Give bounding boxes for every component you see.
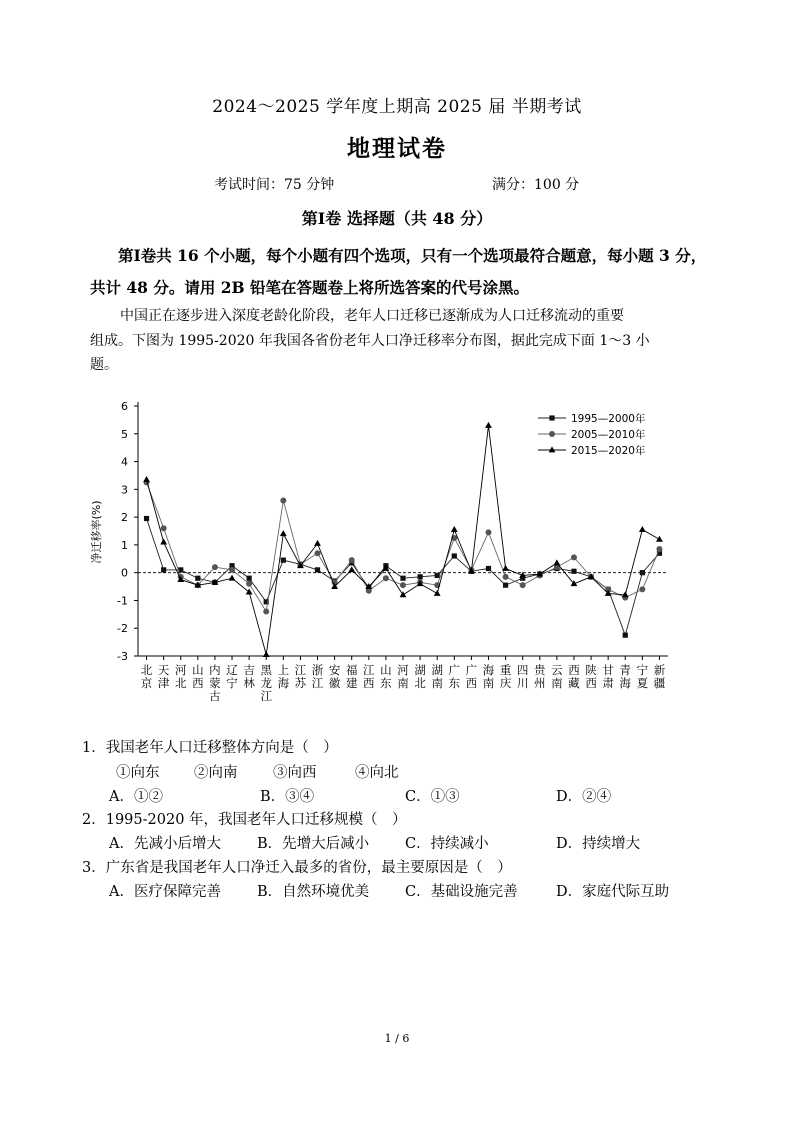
section-title: 第Ⅰ卷 选择题（共 48 分）	[301, 209, 493, 228]
series-2-point	[656, 546, 662, 552]
page-number: 1 / 6	[384, 1032, 410, 1045]
series-3-point	[314, 540, 321, 546]
x-tick-label: 四川	[516, 663, 529, 690]
series-3-point	[263, 651, 270, 657]
q1-option-d[interactable]: D．②④	[556, 789, 612, 805]
y-axis-label: 净迁移率(%)	[90, 500, 103, 564]
series-1-point	[435, 573, 440, 578]
y-tick-label: 6	[121, 400, 128, 413]
series-2-point	[212, 564, 218, 570]
instruction-line-1: 第Ⅰ卷共 16 个小题，每个小题有四个选项，只有一个选项最符合题意，每小题 3 分，	[118, 246, 707, 265]
exam-time: 考试时间：75 分钟	[214, 177, 335, 193]
series-3-point	[280, 530, 287, 536]
series-2-point	[383, 575, 389, 581]
series-3-point	[553, 559, 560, 565]
series-3-point	[400, 591, 407, 597]
series-1-point	[195, 576, 200, 581]
x-tick-label: 西藏	[568, 663, 580, 690]
series-1-point	[640, 570, 645, 575]
x-tick-label: 安徽	[328, 663, 341, 690]
legend-marker	[549, 431, 555, 437]
x-tick-label: 青海	[619, 663, 632, 690]
x-tick-label: 内蒙古	[209, 663, 221, 703]
q1-option-c[interactable]: C．①③	[405, 789, 460, 805]
x-tick-label: 河南	[397, 663, 409, 690]
legend-entry: 2015—2020年	[571, 445, 646, 457]
y-tick-label: 0	[121, 566, 128, 580]
series-3-point	[246, 589, 253, 595]
series-3-point	[639, 526, 646, 532]
q3-option-a[interactable]: A．医疗保障完善	[109, 884, 221, 900]
y-tick-label: -1	[117, 594, 128, 608]
series-2-point	[400, 582, 406, 588]
x-tick-label: 山东	[380, 663, 392, 690]
x-tick-label: 湖北	[414, 663, 426, 690]
x-tick-label: 贵州	[534, 663, 546, 690]
series-3-point	[143, 476, 150, 482]
x-tick-label: 上海	[277, 663, 290, 690]
series-1-point	[144, 516, 149, 521]
x-tick-label: 广东	[448, 663, 461, 690]
series-1	[144, 516, 662, 638]
q2-option-c[interactable]: C．持续减小	[405, 836, 489, 852]
y-tick-label: -3	[117, 650, 128, 663]
series-2-point	[639, 586, 645, 592]
y-tick-label: 3	[121, 483, 128, 497]
chart-series	[143, 422, 663, 657]
series-1-point	[503, 583, 508, 588]
series-1-point	[571, 569, 576, 574]
q2-option-b[interactable]: B．先增大后减小	[257, 836, 370, 852]
series-2-point	[571, 554, 577, 560]
legend-entry: 1995—2000年	[571, 413, 646, 425]
series-3-point	[451, 526, 458, 532]
x-tick-label: 江西	[363, 663, 375, 690]
series-2-point	[520, 582, 526, 588]
series-2-point	[246, 581, 252, 587]
series-1-point	[452, 553, 457, 558]
x-tick-label: 广西	[465, 663, 478, 690]
q1-item-1: ①向东	[116, 765, 160, 781]
q1-item-4: ④向北	[355, 765, 399, 781]
q1-item-3: ③向西	[273, 765, 317, 781]
series-2-point	[349, 557, 355, 563]
q2-option-a[interactable]: A．先减小后增大	[109, 836, 221, 852]
chart-legend	[538, 412, 646, 457]
question-3-stem: 3．广东省是我国老年人口净迁入最多的省份，最主要原因是（ ）	[82, 860, 512, 876]
full-score: 满分：100 分	[492, 177, 580, 193]
passage-line-1: 中国正在逐步进入深度老龄化阶段，老年人口迁移已逐渐成为人口迁移流动的重要	[120, 308, 624, 324]
x-tick-label: 江苏	[294, 663, 307, 690]
passage-line-3: 题。	[90, 357, 118, 373]
legend-marker	[549, 415, 554, 420]
series-2-point	[503, 574, 509, 580]
series-1-point	[417, 574, 422, 579]
x-tick-label: 辽宁	[226, 663, 238, 690]
legend-marker	[549, 446, 556, 452]
series-3-point	[160, 539, 167, 545]
y-tick-label: 1	[121, 538, 128, 552]
y-tick-label: 4	[121, 455, 128, 469]
x-tick-label: 新疆	[653, 663, 666, 690]
series-1-point	[161, 567, 166, 572]
x-tick-label: 甘肃	[602, 663, 614, 690]
migration-rate-chart	[80, 392, 680, 722]
question-2-stem: 2．1995-2020 年，我国老年人口迁移规模（ ）	[82, 812, 407, 828]
q1-item-2: ②向南	[194, 765, 238, 781]
q1-option-a[interactable]: A．①②	[109, 789, 163, 805]
series-2-point	[229, 567, 235, 573]
series-3-point	[656, 536, 663, 542]
x-tick-label: 吉林	[243, 663, 255, 690]
question-1-stem: 1．我国老年人口迁移整体方向是（ ）	[82, 740, 338, 756]
series-3	[143, 422, 663, 657]
series-2-point	[485, 529, 491, 535]
instruction-line-2: 共计 48 分。请用 2B 铅笔在答题卷上将所选答案的代号涂黑。	[90, 278, 530, 297]
x-tick-label: 北京	[140, 663, 153, 690]
q3-option-b[interactable]: B．自然环境优美	[257, 884, 370, 900]
series-2-point	[161, 525, 167, 531]
series-1-point	[400, 576, 405, 581]
x-tick-label: 河北	[174, 663, 187, 690]
q3-option-d[interactable]: D．家庭代际互助	[556, 884, 670, 900]
passage-line-2: 组成。下图为 1995-2020 年我国各省份老年人口净迁移率分布图，据此完成下面 1～3 小	[90, 333, 650, 349]
x-tick-label: 福建	[345, 663, 358, 690]
x-tick-label: 宁夏	[636, 663, 649, 690]
x-tick-label: 山西	[192, 663, 204, 690]
series-3-point	[502, 565, 509, 571]
series-2-point	[263, 609, 269, 615]
q3-option-c[interactable]: C．基础设施完善	[405, 884, 518, 900]
y-tick-label: 2	[121, 511, 128, 525]
exam-header: 2024～2025 学年度上期高 2025 届 半期考试	[212, 97, 582, 117]
series-1-point	[623, 633, 628, 638]
series-2-point	[280, 497, 286, 503]
x-tick-label: 天津	[157, 663, 170, 690]
x-tick-label: 浙江	[311, 663, 324, 690]
series-2-point	[315, 550, 321, 556]
x-tick-label: 黑龙江	[260, 663, 272, 703]
y-tick-label: -2	[117, 622, 128, 636]
series-3-point	[434, 590, 441, 596]
legend-entry: 2005—2010年	[571, 429, 646, 441]
series-1-point	[281, 558, 286, 563]
subject-title: 地理试卷	[347, 135, 447, 162]
x-tick-label: 湖南	[431, 663, 443, 690]
series-1-point	[247, 576, 252, 581]
series-3-point	[229, 575, 236, 581]
x-tick-label: 重庆	[499, 663, 512, 690]
series-3-line	[147, 425, 660, 654]
series-1-point	[486, 566, 491, 571]
x-tick-label: 海南	[482, 663, 495, 690]
x-tick-label: 云南	[551, 663, 563, 690]
q2-option-d[interactable]: D．持续增大	[556, 836, 641, 852]
q1-option-b[interactable]: B．③④	[260, 789, 315, 805]
series-1-point	[315, 567, 320, 572]
series-3-point	[485, 422, 492, 428]
y-tick-label: 5	[121, 427, 128, 441]
x-tick-label: 陕西	[585, 663, 597, 690]
